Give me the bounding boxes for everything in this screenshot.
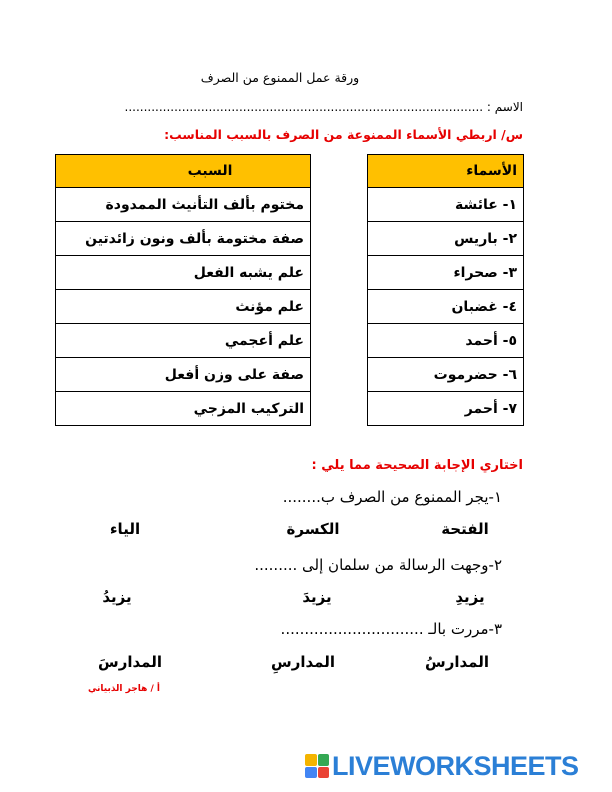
- reason-item[interactable]: مختوم بألف التأنيث الممدودة: [56, 188, 311, 222]
- name-item[interactable]: ٧- أحمر: [368, 392, 524, 426]
- name-blank[interactable]: ..............................................................................................: [124, 100, 484, 114]
- name-item[interactable]: ٤- غضبان: [368, 290, 524, 324]
- worksheet-title: ورقة عمل الممنوع من الصرف: [200, 70, 360, 85]
- name-item[interactable]: ٢- باريس: [368, 222, 524, 256]
- name-field-row: [95, 100, 523, 114]
- reason-item[interactable]: علم يشبه الفعل: [56, 256, 311, 290]
- reasons-table: [55, 154, 311, 426]
- q2-option-3[interactable]: يزيدُ: [102, 588, 132, 606]
- q3-option-1[interactable]: المدارسُ: [425, 653, 489, 671]
- mark-square-icon: [318, 767, 330, 779]
- reason-item[interactable]: صفة على وزن أفعل: [56, 358, 311, 392]
- matching-instruction: س/ اربطي الأسماء الممنوعة من الصرف بالسبب المناسب:: [164, 127, 523, 142]
- author-credit: أ / هاجر الذبياني: [87, 684, 160, 694]
- names-table: [367, 154, 524, 426]
- mark-square-icon: [318, 754, 330, 766]
- reason-item[interactable]: التركيب المزجي: [56, 392, 311, 426]
- q1-option-1[interactable]: الفتحة: [441, 520, 489, 538]
- reason-item[interactable]: علم أعجمي: [56, 324, 311, 358]
- question-3: ٣-مررت بالـ ..............................: [280, 620, 502, 638]
- q2-option-2[interactable]: يزيدَ: [302, 588, 332, 606]
- liveworksheets-logo[interactable]: [305, 752, 579, 780]
- q3-option-3[interactable]: المدارسَ: [98, 653, 162, 671]
- name-item[interactable]: ٣- صحراء: [368, 256, 524, 290]
- brand-name: LIVEWORKSHEETS: [332, 751, 579, 781]
- question-1: ١-يجر الممنوع من الصرف ب........: [282, 488, 502, 506]
- multiple-choice-instruction: اختاري الإجابة الصحيحة مما يلي :: [311, 458, 523, 473]
- q3-option-2[interactable]: المدارسِ: [271, 653, 335, 671]
- question-2: ٢-وجهت الرسالة من سلمان إلى .........: [254, 556, 502, 574]
- q1-option-2[interactable]: الكسرة: [286, 520, 340, 538]
- q2-option-1[interactable]: يزيدِ: [455, 588, 485, 606]
- name-item[interactable]: ٦- حضرموت: [368, 358, 524, 392]
- q1-option-3[interactable]: الياء: [109, 520, 141, 538]
- mark-square-icon: [305, 767, 317, 779]
- reason-item[interactable]: علم مؤنث: [56, 290, 311, 324]
- name-item[interactable]: ٥- أحمد: [368, 324, 524, 358]
- name-item[interactable]: ١- عائشة: [368, 188, 524, 222]
- mark-square-icon: [305, 754, 317, 766]
- reasons-header: السبب: [56, 155, 311, 188]
- names-header: الأسماء: [368, 155, 524, 188]
- reason-item[interactable]: صفة مختومة بألف ونون زائدتين: [56, 222, 311, 256]
- liveworksheets-mark-icon: [305, 754, 329, 778]
- name-label: الاسم :: [486, 100, 523, 114]
